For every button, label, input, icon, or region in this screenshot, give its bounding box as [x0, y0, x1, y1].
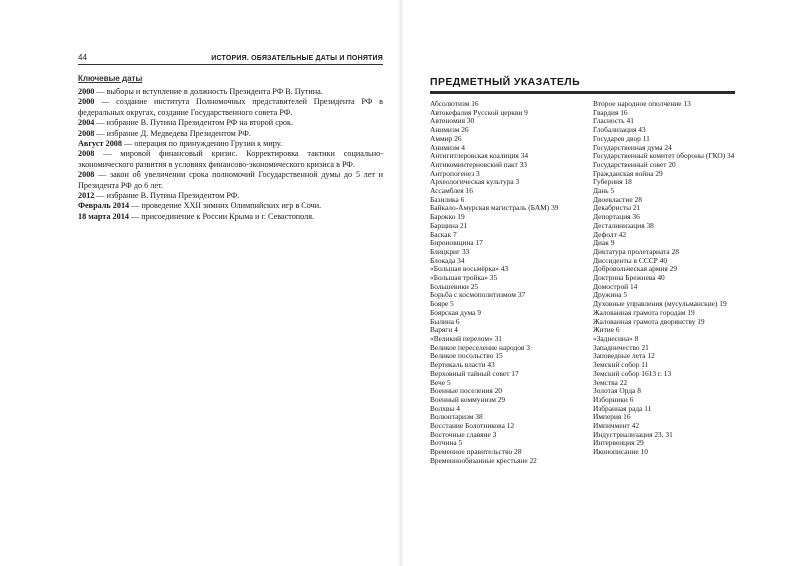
index-entry: Восточные славяне 3: [430, 429, 497, 439]
index-entry: Житие 6: [593, 325, 620, 335]
index-entry: Антропогенез 3: [430, 168, 480, 178]
index-entry: Восстание Болотникова 12: [430, 421, 515, 431]
index-entry: Блицкриг 33: [430, 246, 470, 256]
index-entry: Варяги 4: [430, 325, 458, 335]
index-entry: Антикоминтерновский пакт 33: [430, 159, 527, 169]
index-entry: Базилика 6: [430, 194, 465, 204]
index-entry: Гражданская война 29: [593, 168, 663, 178]
index-entry: Большевики 25: [430, 281, 479, 291]
index-header: [430, 76, 735, 94]
date-entry: 2008 — избрание Д. Медведева Президентом РФ.: [78, 128, 251, 138]
index-entry: Археологическая культура 3: [430, 177, 520, 187]
index-entry: Волхвы 4: [430, 403, 460, 413]
index-column-2: [593, 100, 735, 466]
index-entry: Жалованная грамота дворянству 19: [593, 316, 705, 326]
index-entry: Вертикаль власти 43: [430, 360, 495, 370]
index-entry: «Большая тройка» 35: [430, 273, 498, 283]
index-entry: Военные поселения 20: [430, 386, 503, 396]
index-entry: Десталинизация 38: [593, 220, 654, 230]
title-rule: [430, 91, 735, 94]
date-entry: 2000 — создание института Полномочных представителей Президента РФ в федеральных округах, создание Государственного совета РФ.: [78, 97, 383, 117]
running-head: [78, 50, 383, 65]
index-entry: Великое посольство 15: [430, 351, 503, 361]
index-entry: Боярская дума 9: [430, 307, 481, 317]
index-entry: Временнообязанные крестьяне 22: [430, 455, 537, 465]
index-entry: Импичмент 42: [593, 421, 640, 431]
right-page: [430, 50, 735, 520]
index-entry: Бироновщина 17: [430, 238, 483, 248]
date-entry: 2000 — выборы и вступление в должность Президента РФ В. Путина.: [78, 87, 323, 96]
index-title: ПРЕДМЕТНЫЙ УКАЗАТЕЛЬ: [430, 76, 581, 88]
book-spine: [398, 0, 404, 566]
index-entry: Байкало-Амурская магистраль (БАМ) 39: [430, 203, 559, 213]
index-entry: Земства 22: [593, 377, 628, 387]
index-entry: Временное правительство 28: [430, 447, 522, 457]
date-entry: 18 марта 2014 — присоединение к России Крыма и г. Севастополя.: [78, 211, 315, 221]
key-dates-list: [78, 87, 383, 222]
index-entry: Государственный совет 20: [593, 159, 676, 169]
index-entry: Автономия 30: [430, 116, 475, 126]
index-entry: Диктатура пролетариата 28: [593, 246, 679, 256]
date-entry: 2008 — закон об увеличении срока полномочий Государственной думы до 5 лет и Президента РФ до 6 лет.: [78, 170, 383, 190]
index-columns: [430, 100, 735, 466]
index-entry: Военный коммунизм 29: [430, 394, 506, 404]
index-entry: «Большая восьмёрка» 43: [430, 264, 509, 274]
index-entry: Земский собор 11: [593, 360, 649, 370]
date-entry: Август 2008 — операция по принуждению Грузии к миру.: [78, 139, 283, 149]
index-entry: Государственный комитет обороны (ГКО) 34: [593, 151, 735, 161]
index-entry: Дань 5: [593, 186, 615, 196]
index-entry: Духовные управления (мусульманские) 19: [593, 299, 727, 309]
index-entry: Государев двор 11: [593, 133, 650, 143]
index-entry: «Заднеcина» 8: [593, 333, 639, 343]
index-entry: Двоевластие 28: [593, 194, 642, 204]
index-entry: Антигитлеровская коалиция 34: [430, 151, 529, 161]
index-entry: Борьба с космополитизмом 37: [430, 290, 526, 300]
index-entry: Абсолютизм 16: [430, 99, 479, 108]
index-entry: Иконописание 10: [593, 447, 648, 457]
date-entry: 2008 — мировой финансовый кризис. Корректировка тактики социально-экономического развития в условиях финансово-экономического кризиса в РФ.: [78, 149, 383, 169]
index-entry: Дружина 5: [593, 290, 628, 300]
index-entry: Ассамблея 16: [430, 186, 473, 196]
index-entry: Анимизм 4: [430, 142, 465, 152]
date-entry: Февраль 2014 — проведение XXII зимних Олимпийских игр в Сочи.: [78, 201, 322, 211]
index-entry: Жалованная грамота городам 19: [593, 307, 695, 317]
index-entry: Великое переселение народов 3: [430, 342, 530, 352]
index-entry: Гласность 41: [593, 116, 634, 126]
index-entry: Дефолт 42: [593, 229, 627, 239]
index-entry: Глобализация 43: [593, 125, 646, 135]
date-entry: 2012 — избрание В. Путина Президентом РФ.: [78, 191, 240, 201]
date-entry: 2004 — избрание В. Путина Президентом РФ на второй срок.: [78, 118, 294, 128]
index-entry: Интервенция 29: [593, 438, 644, 448]
index-entry: Домострой 14: [593, 281, 638, 291]
index-entry: Баскак 7: [430, 229, 457, 239]
index-entry: Изборники 6: [593, 394, 634, 404]
index-entry: Верховный тайный совет 17: [430, 368, 519, 378]
index-entry: Волюнтаризм 38: [430, 412, 483, 422]
index-entry: Барщина 21: [430, 220, 468, 230]
index-entry: Западничество 21: [593, 342, 649, 352]
index-entry: Бояре 5: [430, 299, 454, 309]
index-entry: Земский собор 1613 г. 13: [593, 368, 672, 378]
index-entry: Избранная рада 11: [593, 403, 652, 413]
index-entry: Индустриализация 23, 31: [593, 429, 673, 439]
index-entry: Доктрина Брежнева 40: [593, 273, 665, 283]
index-entry: Барокко 19: [430, 212, 465, 222]
index-entry: Диак 9: [593, 238, 615, 248]
index-entry: Анимизм 26: [430, 125, 469, 135]
index-entry: Блокада 34: [430, 255, 465, 265]
index-entry: «Великий перелом» 31: [430, 333, 502, 343]
section-title: Ключевые даты: [78, 74, 143, 83]
page-number: 44: [78, 53, 88, 62]
index-entry: Заповедные лета 12: [593, 351, 655, 361]
index-entry: Губерния 18: [593, 177, 632, 187]
index-entry: Аммир 26: [430, 133, 462, 143]
index-entry: Второе народное ополчение 13: [593, 99, 691, 108]
index-entry: Диссиденты в СССР 40: [593, 255, 668, 265]
running-head-title: ИСТОРИЯ. ОБЯЗАТЕЛЬНЫЕ ДАТЫ И ПОНЯТИЯ: [211, 55, 383, 62]
index-entry: Вече 5: [430, 377, 451, 387]
index-entry: Вотчина 5: [430, 438, 463, 448]
index-column-1: [430, 100, 572, 466]
index-entry: Золотая Орда 8: [593, 386, 641, 396]
index-entry: Империя 16: [593, 412, 631, 422]
left-page: [78, 50, 383, 520]
index-entry: Добровольческая армия 29: [593, 264, 678, 274]
index-entry: Автокефалия Русской церкви 9: [430, 107, 528, 117]
index-entry: Декабристы 21: [593, 203, 641, 213]
index-entry: Депортация 36: [593, 212, 640, 222]
index-entry: Государственная дума 24: [593, 142, 672, 152]
index-entry: Былина 6: [430, 316, 460, 326]
index-entry: Гвардия 16: [593, 107, 628, 117]
